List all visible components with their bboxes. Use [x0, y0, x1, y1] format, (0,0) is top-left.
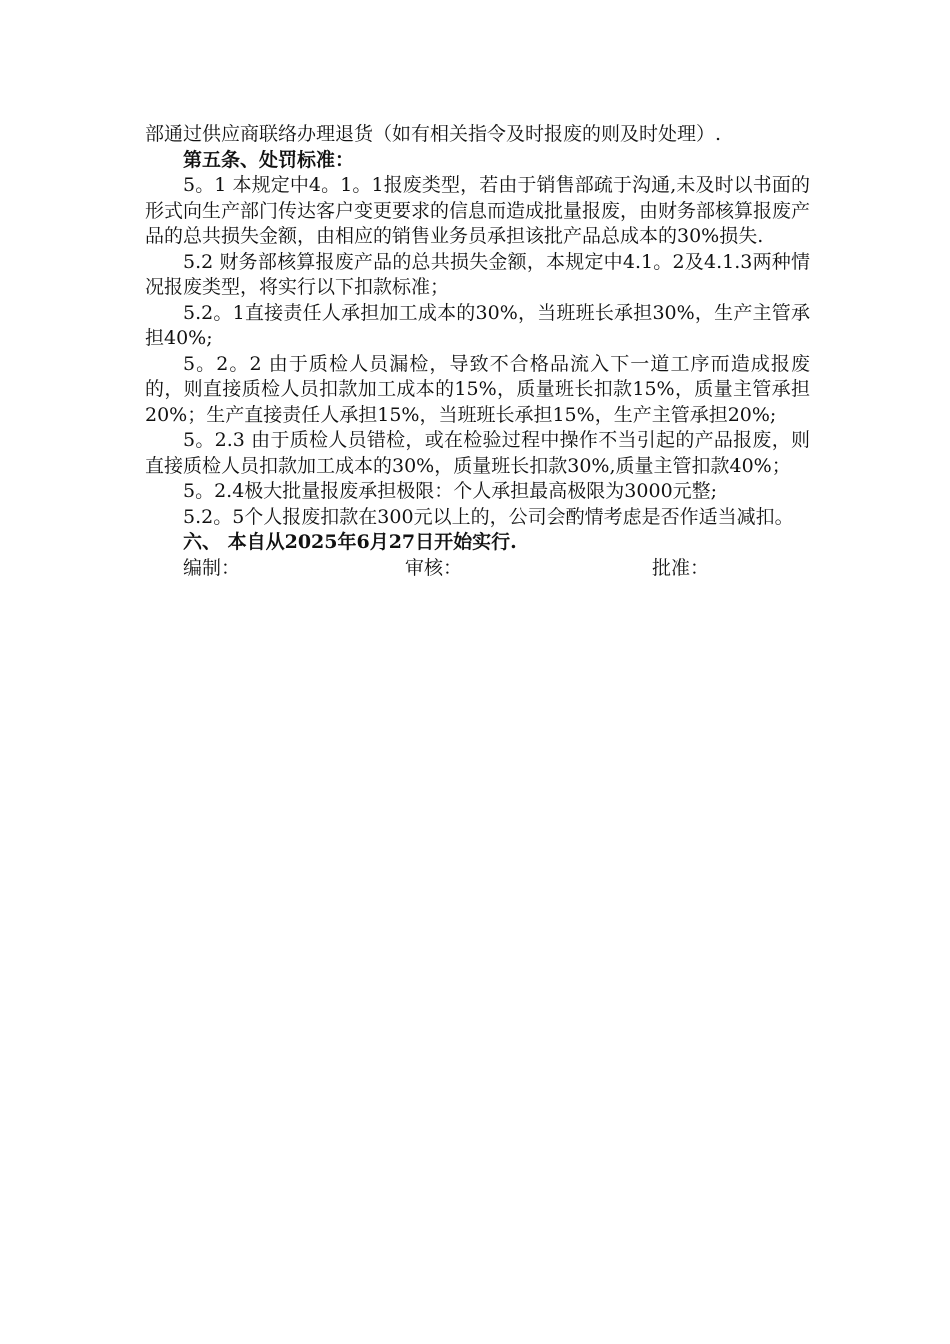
signature-reviewed-label: 审核： — [405, 556, 463, 579]
signature-row — [145, 556, 810, 582]
paragraph-5-2-4: 5。2.4极大批量报废承担极限：个人承担最高极限为3000元整; — [183, 480, 718, 502]
signature-compiled-label: 编制： — [183, 556, 241, 579]
paragraph-5-2-1: 5.2。1直接责任人承担加工成本的30%，当班班长承担30%，生产主管承担40%; — [145, 301, 810, 349]
paragraph-5-2-3: 5。2.3 由于质检人员错检，或在检验过程中操作不当引起的产品报废，则直接质检人员扣款加工成本的30%，质量班长扣款30%,质量主管扣款40%； — [145, 429, 810, 477]
paragraph-5-1: 5。1 本规定中4。1。1报废类型，若由于销售部疏于沟通,未及时以书面的形式向生产部门传达客户变更要求的信息而造成批量报废，由财务部核算报废产品的总共损失金额，由相应的销售业务员承担该批产品总成本的30%损失. — [145, 174, 811, 247]
paragraph-return-goods: 部通过供应商联络办理退货（如有相关指令及时报废的则及时处理）. — [145, 123, 722, 145]
paragraph-5-2-5: 5.2。5个人报废扣款在300元以上的，公司会酌情考虑是否作适当减扣。 — [183, 505, 794, 528]
paragraph-5-2-2: 5。2。2 由于质检人员漏检，导致不合格品流入下一道工序而造成报废的，则直接质检人员扣款加工成本的15%，质量班长扣款15%，质量主管承担20%；生产直接责任人承担15%，当班班长承担15%，生产主管承担20%; — [145, 352, 810, 426]
signature-approved-label: 批准： — [652, 556, 710, 579]
section-effective-date: 六、 本自从2025年6月27日开始实行. — [183, 531, 517, 553]
document-body — [145, 122, 810, 581]
paragraph-5-2: 5.2 财务部核算报废产品的总共损失金额，本规定中4.1。2及4.1.3两种情况报废类型，将实行以下扣款标准； — [145, 250, 810, 298]
section-heading-penalty-standards: 第五条、处罚标准： — [183, 148, 355, 171]
